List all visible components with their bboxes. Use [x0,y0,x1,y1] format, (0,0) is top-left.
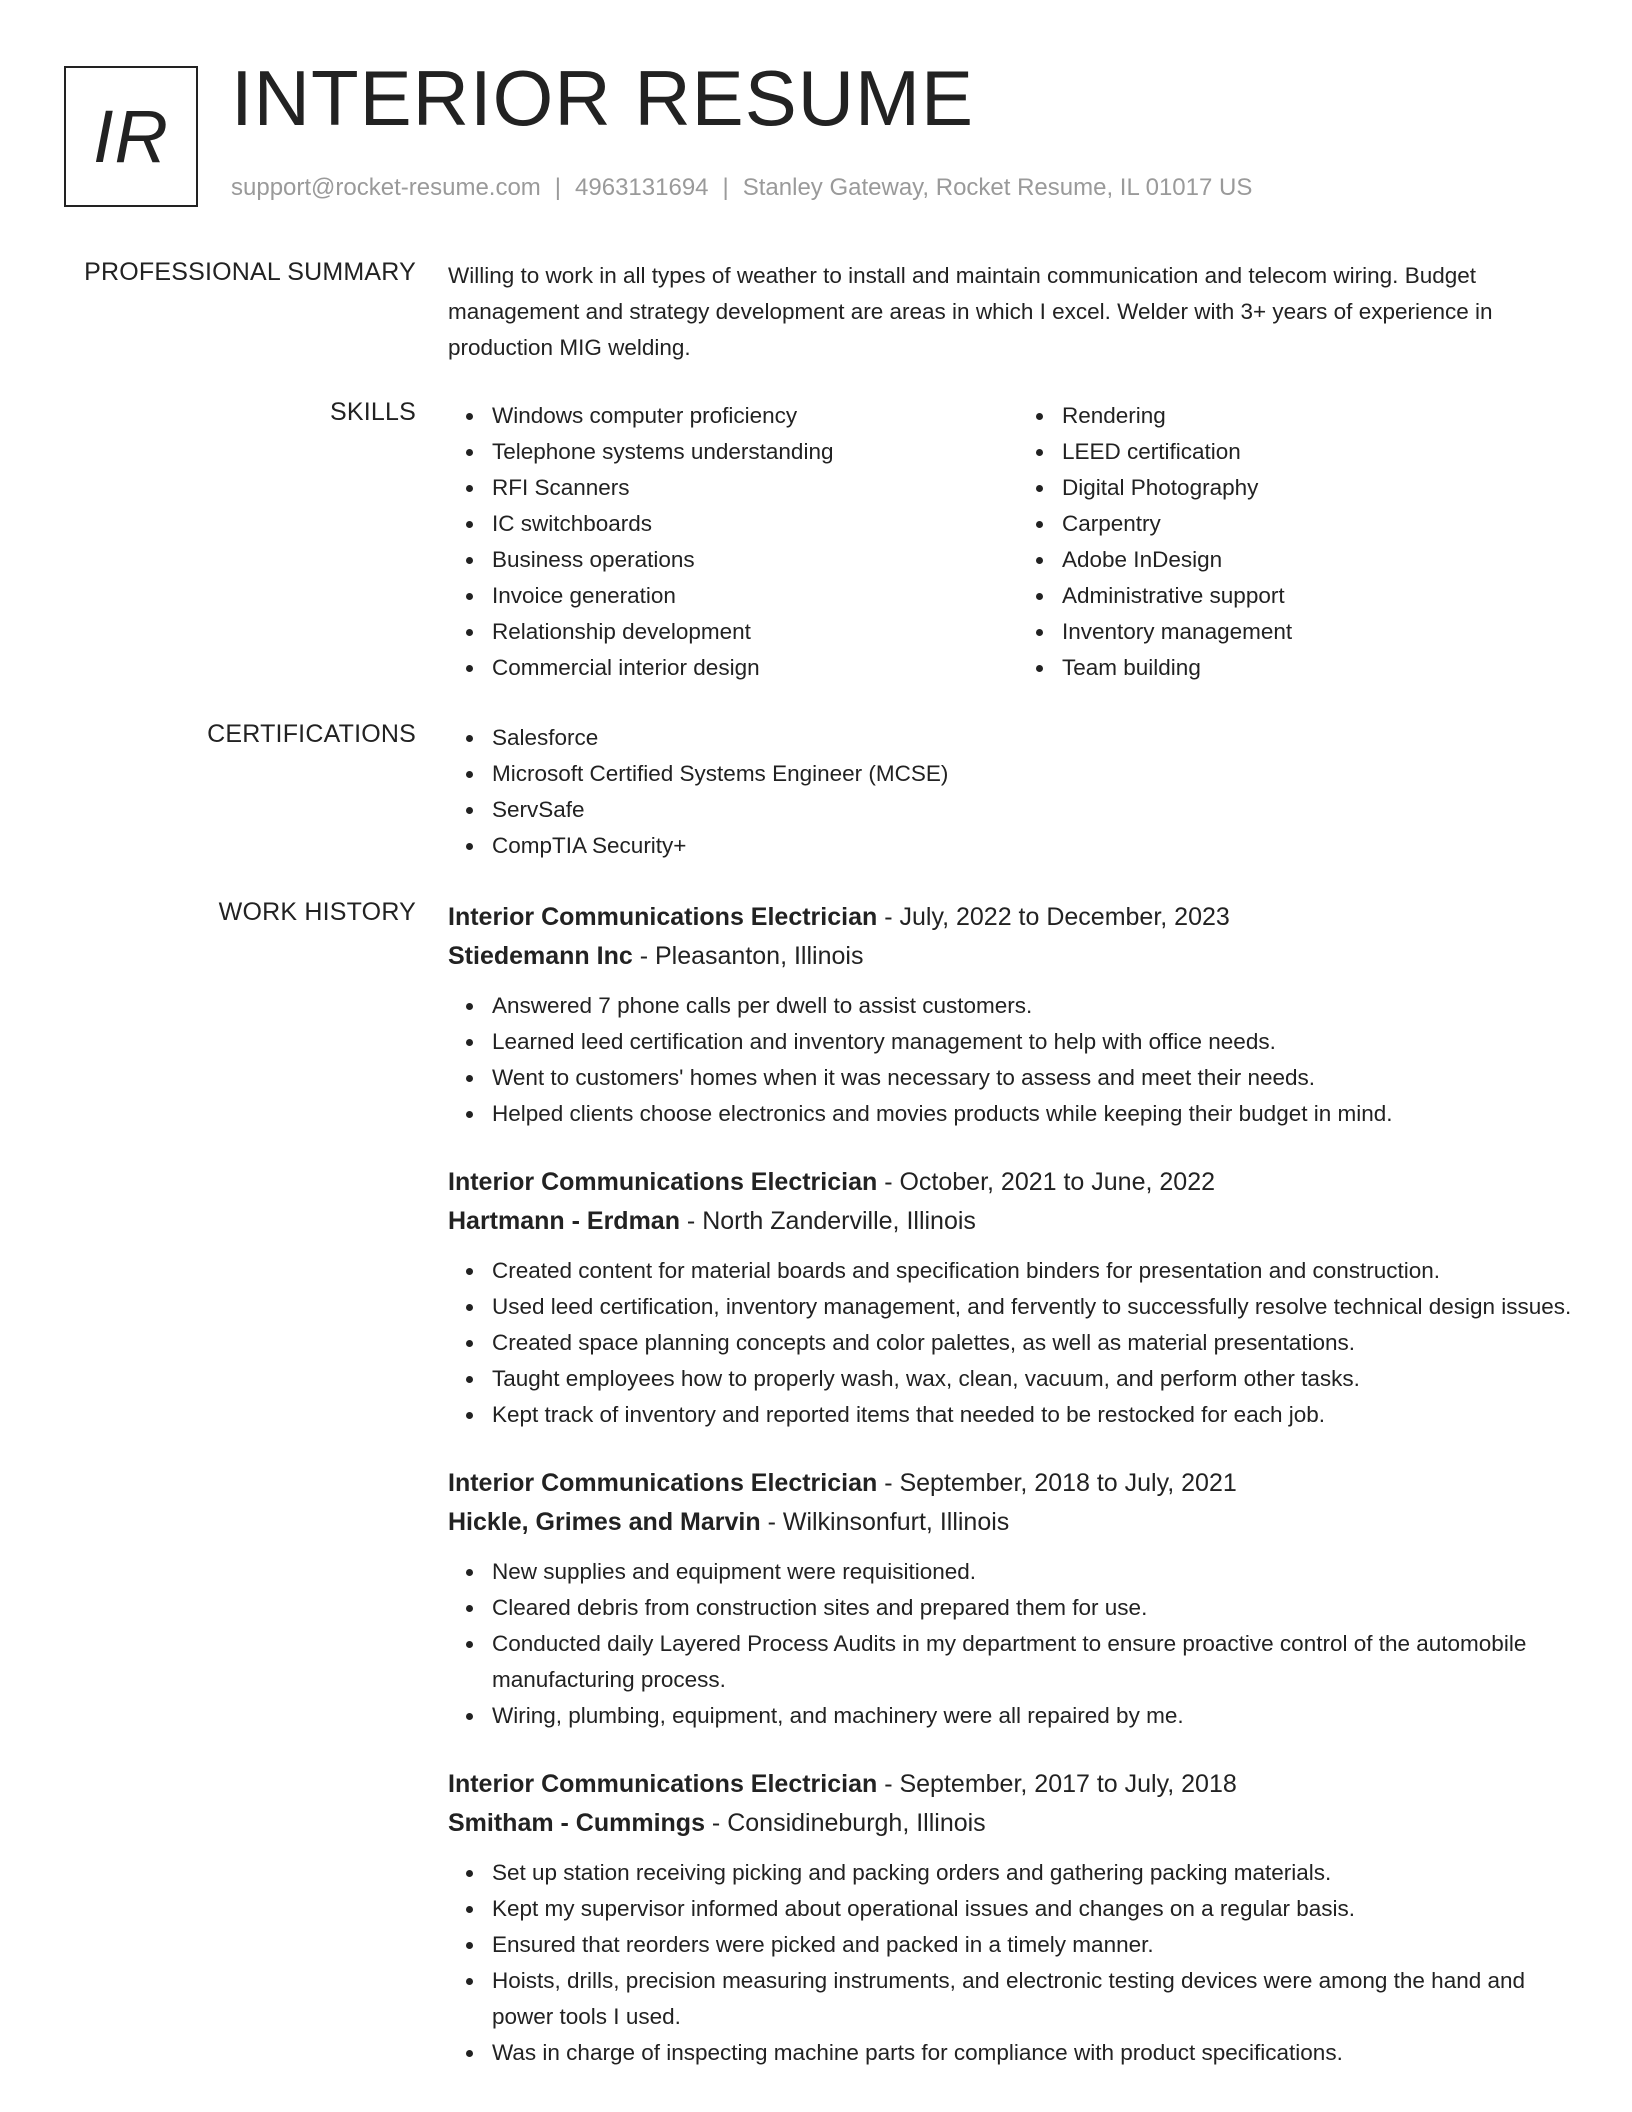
job-bullet: Helped clients choose electronics and movies products while keeping their budget in mind. [492,1096,1588,1132]
skill-item: Team building [1062,650,1588,686]
job-title: Interior Communications Electrician [448,1469,878,1497]
job-bullet: Learned leed certification and inventory management to help with office needs. [492,1024,1588,1060]
job-title-line [448,1765,1588,1804]
job-bullet: Kept track of inventory and reported items that needed to be restocked for each job. [492,1397,1588,1433]
job-title-line [448,898,1588,937]
job-company-line [448,1503,1588,1542]
skills-list-right [1018,398,1588,686]
job-company: Hickle, Grimes and Marvin [448,1508,761,1536]
skill-item: Telephone systems understanding [492,434,1018,470]
job-bullet: Went to customers' homes when it was necessary to assess and meet their needs. [492,1060,1588,1096]
work-history-label: WORK HISTORY [218,898,416,926]
skill-item: Rendering [1062,398,1588,434]
contact-line [231,174,1252,202]
job-bullet: Kept my supervisor informed about operational issues and changes on a regular basis. [492,1891,1588,1927]
job-location: - Wilkinsonfurt, Illinois [760,1508,1010,1536]
job-entry [448,898,1588,1132]
job-location: - North Zanderville, Illinois [679,1207,976,1235]
skill-item: LEED certification [1062,434,1588,470]
job-bullets [448,1855,1588,2071]
contact-address: Stanley Gateway, Rocket Resume, IL 01017 US [742,174,1253,201]
job-bullet: Used leed certification, inventory management, and fervently to successfully resolve technical design issues. [492,1289,1588,1325]
contact-phone[interactable]: 4963131694 [575,174,709,201]
skill-item: Administrative support [1062,578,1588,614]
skills-columns [448,398,1588,686]
skill-item: Carpentry [1062,506,1588,542]
certification-item: CompTIA Security+ [492,828,1588,864]
job-bullet: Set up station receiving picking and packing orders and gathering packing materials. [492,1855,1588,1891]
job-title: Interior Communications Electrician [448,1770,878,1798]
job-bullet: Created space planning concepts and color palettes, as well as material presentations. [492,1325,1588,1361]
skills-list-left [448,398,1018,686]
skill-item: Adobe InDesign [1062,542,1588,578]
certifications-list [448,720,1588,864]
job-location: - Pleasanton, Illinois [632,942,864,970]
skill-item: Relationship development [492,614,1018,650]
job-bullet: Cleared debris from construction sites and prepared them for use. [492,1590,1588,1626]
skill-item: Business operations [492,542,1018,578]
skill-item: Inventory management [1062,614,1588,650]
skill-item: Windows computer proficiency [492,398,1018,434]
job-company-line [448,1804,1588,1843]
job-bullet: Answered 7 phone calls per dwell to assist customers. [492,988,1588,1024]
skill-item: Digital Photography [1062,470,1588,506]
job-bullet: Created content for material boards and specification binders for presentation and construction. [492,1253,1588,1289]
job-bullet: Ensured that reorders were picked and packed in a timely manner. [492,1927,1588,1963]
job-bullet: New supplies and equipment were requisitioned. [492,1554,1588,1590]
job-title: Interior Communications Electrician [448,903,878,931]
job-dates: - September, 2017 to July, 2018 [877,1770,1237,1798]
job-location: - Considineburgh, Illinois [704,1809,986,1837]
job-dates: - July, 2022 to December, 2023 [877,903,1230,931]
job-dates: - October, 2021 to June, 2022 [877,1168,1215,1196]
summary-text: Willing to work in all types of weather to install and maintain communication and telecom wiring. Budget management and strategy development are areas in which I excel. Welder with 3+ years of experience in production MIG welding. [448,263,1493,360]
skill-item: Commercial interior design [492,650,1018,686]
skill-item: RFI Scanners [492,470,1018,506]
job-bullets [448,988,1588,1132]
job-company: Hartmann - Erdman [448,1207,680,1235]
resume-name: INTERIOR RESUME [231,54,975,142]
skill-item: Invoice generation [492,578,1018,614]
certification-item: Microsoft Certified Systems Engineer (MCSE) [492,756,1588,792]
initials-monogram: IR [64,66,198,207]
job-bullets [448,1554,1588,1734]
job-bullet: Taught employees how to properly wash, wax, clean, vacuum, and perform other tasks. [492,1361,1588,1397]
job-bullet: Conducted daily Layered Process Audits in my department to ensure proactive control of the automobile manufacturing process. [492,1626,1588,1698]
job-entry [448,1765,1588,2071]
job-company: Stiedemann Inc [448,942,633,970]
skills-label: SKILLS [330,398,416,426]
job-bullet: Was in charge of inspecting machine parts for compliance with product specifications. [492,2035,1588,2071]
job-bullet: Wiring, plumbing, equipment, and machinery were all repaired by me. [492,1698,1588,1734]
job-title: Interior Communications Electrician [448,1168,878,1196]
contact-separator: | [722,174,729,201]
job-bullet: Hoists, drills, precision measuring instruments, and electronic testing devices were among the hand and power tools I used. [492,1963,1588,2035]
contact-email[interactable]: support@rocket-resume.com [231,174,541,201]
certification-item: ServSafe [492,792,1588,828]
job-title-line [448,1163,1588,1202]
contact-separator: | [554,174,562,201]
job-bullets [448,1253,1588,1433]
job-dates: - September, 2018 to July, 2021 [877,1469,1237,1497]
jobs-container [448,898,1588,2102]
job-title-line [448,1464,1588,1503]
certification-item: Salesforce [492,720,1588,756]
job-company: Smitham - Cummings [448,1809,705,1837]
summary-label: PROFESSIONAL SUMMARY [84,258,416,286]
job-entry [448,1163,1588,1433]
job-entry [448,1464,1588,1734]
certifications-label: CERTIFICATIONS [207,720,416,748]
job-company-line [448,1202,1588,1241]
job-company-line [448,937,1588,976]
skill-item: IC switchboards [492,506,1018,542]
